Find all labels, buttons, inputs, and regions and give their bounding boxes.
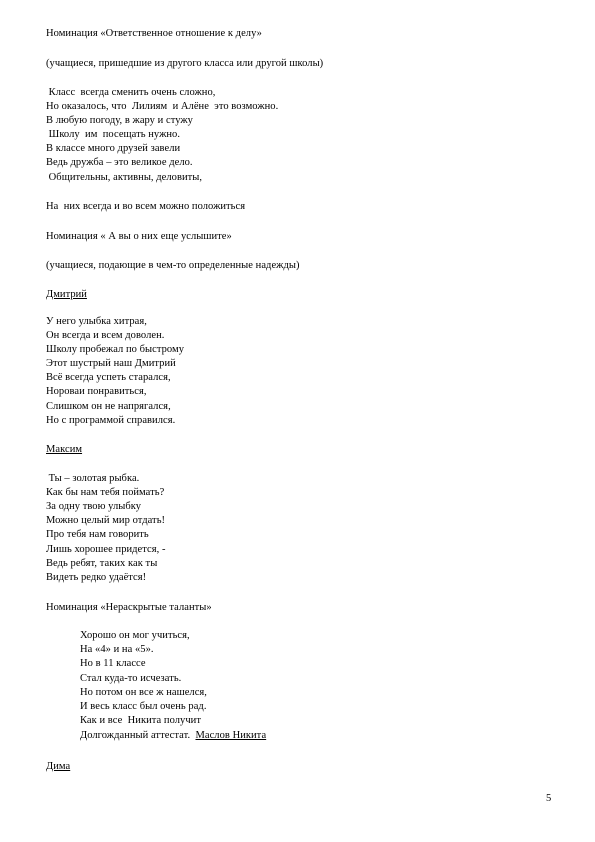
nomination-1-title: Номинация «Ответственное отношение к делу» — [46, 28, 262, 39]
nomination-1-subtitle: (учащиеся, пришедшие из другого класса или другой школы) — [46, 58, 324, 69]
student-name-dima: Дима — [46, 761, 71, 772]
poem-final-text: Долгожданный аттестат. — [80, 730, 196, 741]
poem-final-line — [80, 729, 266, 742]
poem-closing-line: На них всегда и во всем можно положиться — [46, 201, 246, 212]
poem-line: Хорошо он мог учиться, — [80, 630, 190, 641]
poem-line: Как бы нам тебя поймать? — [46, 487, 165, 498]
poem-line: Можно целый мир отдать! — [46, 515, 166, 526]
poem-line: Стал куда-то исчезать. — [80, 673, 182, 684]
student-name-maxim: Максим — [46, 444, 83, 455]
poem-line: Слишком он не напрягался, — [46, 401, 171, 412]
poem-line: В любую погоду, в жару и стужу — [46, 115, 193, 126]
poem-line: Ты – золотая рыбка. — [46, 473, 140, 484]
poem-line: Он всегда и всем доволен. — [46, 330, 165, 341]
poem-line: Нороваи понравиться, — [46, 386, 147, 397]
poem-line: Но в 11 классе — [80, 658, 146, 669]
poem-line: За одну твою улыбку — [46, 501, 142, 512]
poem-line: Этот шустрый наш Дмитрий — [46, 358, 176, 369]
nomination-3-title: Номинация «Нераскрытые таланты» — [46, 602, 212, 613]
poem-line: Ведь дружба – это великое дело. — [46, 157, 193, 168]
poem-line: Школу пробежал по быстрому — [46, 344, 185, 355]
poem-line: Школу им посещать нужно. — [46, 129, 181, 140]
poem-line: Всё всегда успеть старался, — [46, 372, 171, 383]
poem-line: Как и все Никита получит — [80, 715, 201, 726]
page-number: 5 — [546, 793, 552, 804]
poem-line: Про тебя нам говорить — [46, 529, 149, 540]
student-name-nikita: Маслов Никита — [195, 730, 267, 741]
poem-line: Но с программой справился. — [46, 415, 176, 426]
poem-line: Лишь хорошее придется, - — [46, 544, 166, 555]
nomination-2-subtitle: (учащиеся, подающие в чем-то определенные надежды) — [46, 260, 300, 271]
poem-line: Ведь ребят, таких как ты — [46, 558, 158, 569]
poem-line: Но оказалось, что Лилиям и Алёне это возможно. — [46, 101, 279, 112]
poem-line: Видеть редко удаётся! — [46, 572, 147, 583]
poem-line: Но потом он все ж нашелся, — [80, 687, 207, 698]
poem-line: Класс всегда сменить очень сложно, — [46, 87, 216, 98]
poem-line: И весь класс был очень рад. — [80, 701, 207, 712]
student-name-dmitry: Дмитрий — [46, 289, 87, 300]
poem-line: Общительны, активны, деловиты, — [46, 172, 203, 183]
poem-line: У него улыбка хитрая, — [46, 316, 147, 327]
nomination-2-title: Номинация « А вы о них еще услышите» — [46, 231, 232, 242]
poem-line: На «4» и на «5». — [80, 644, 154, 655]
poem-line: В классе много друзей завели — [46, 143, 181, 154]
